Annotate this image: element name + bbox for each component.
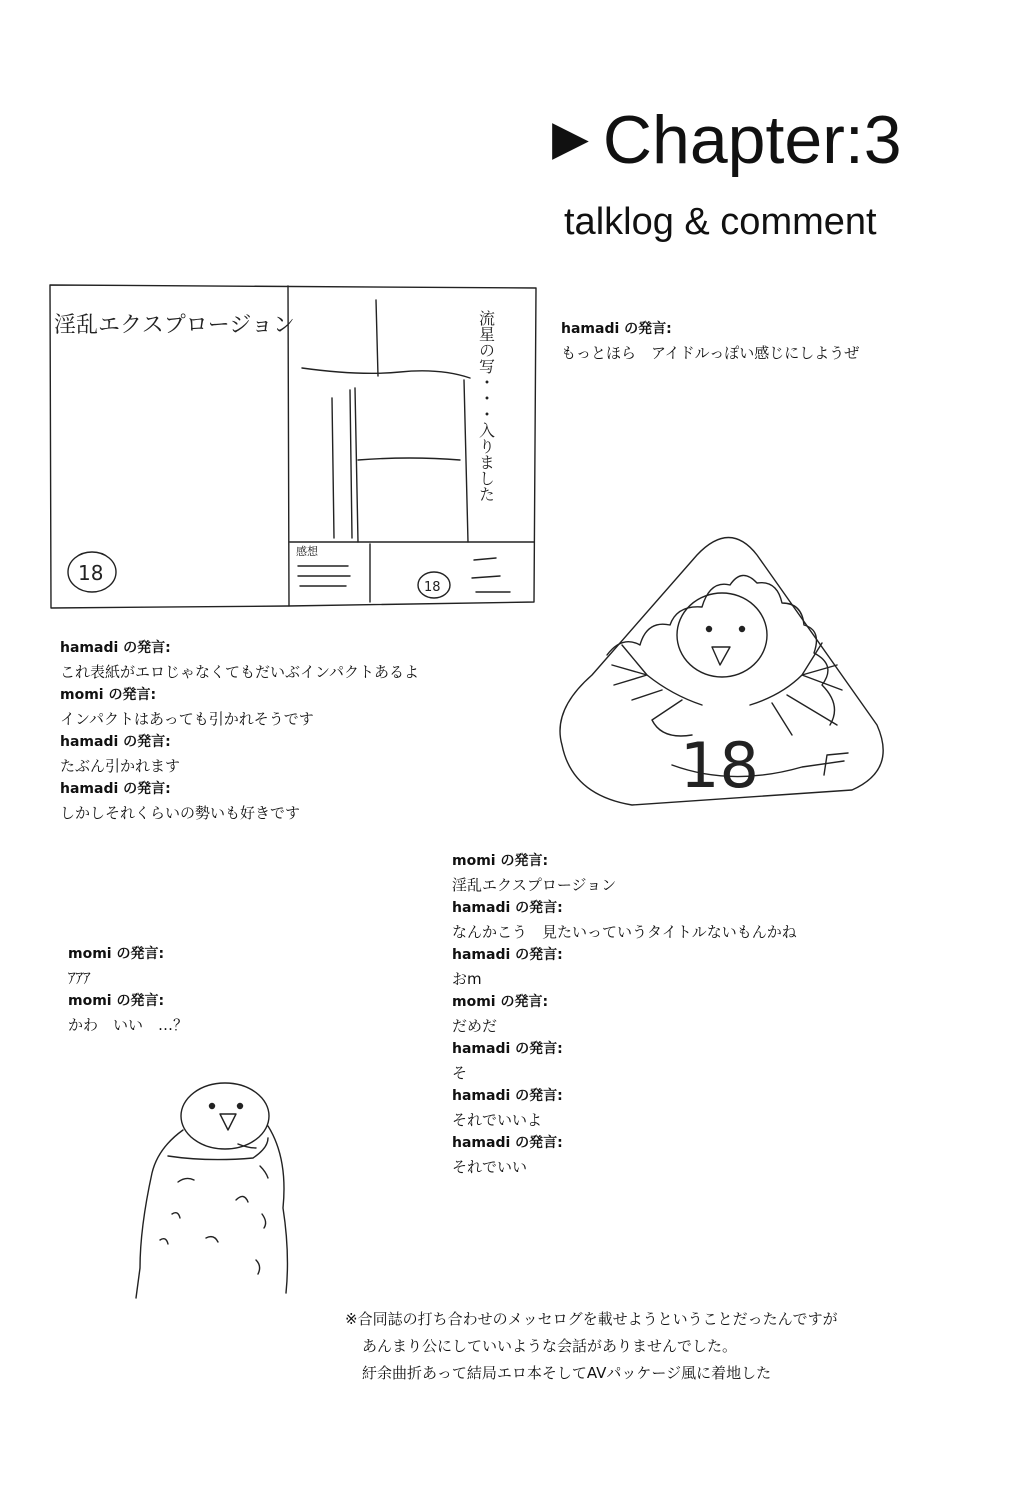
speaker-label: hamadi の発言: (452, 1041, 563, 1057)
bird-blob-sketch (128, 1078, 298, 1303)
bird-head (181, 1083, 269, 1149)
chat-message: かわ いい …？ (68, 1015, 189, 1034)
speaker-label: momi の発言: (68, 946, 165, 962)
speaker-label: momi の発言: (60, 687, 157, 703)
chat-message: そ (452, 1063, 468, 1082)
triangle-emblem-sketch (552, 525, 897, 825)
chat-message: だめだ (452, 1016, 498, 1035)
speaker-label: hamadi の発言: (452, 1088, 563, 1104)
chat-message: それでいい (452, 1157, 528, 1176)
rating-badge-back-text: 18 (424, 580, 441, 595)
chat-message: これ表紙がエロじゃなくてもだいぶインパクトあるよ (60, 662, 419, 681)
speaker-label: momi の発言: (68, 993, 165, 1009)
back-text: 流星の写・・・入りました (476, 310, 496, 502)
chat-message: ｱｱｱ (68, 968, 91, 987)
chat-log-4 (68, 943, 188, 1037)
rating-badge-front-text: 18 (78, 561, 104, 585)
chat-message: インパクトはあっても引かれそうです (60, 709, 314, 728)
triangle-marker-icon: ▶ (552, 112, 589, 166)
chat-message: なんかこう 見たいっていうタイトルないもんかね (452, 922, 797, 941)
chat-log-3 (452, 850, 797, 1179)
chat-message: おm (452, 969, 482, 988)
chapter-title (552, 100, 902, 185)
speaker-label: momi の発言: (452, 994, 549, 1010)
speaker-label: hamadi の発言: (60, 734, 171, 750)
chat-log-2 (60, 637, 419, 825)
chat-message: しかしそれくらいの勢いも好きです (60, 803, 301, 822)
chapter-title-text: Chapter:3 (602, 102, 902, 178)
bird-head (677, 593, 767, 677)
chat-log-1 (561, 318, 859, 365)
chat-message: それでいいよ (452, 1110, 543, 1129)
chapter-subtitle: talklog & comment (564, 201, 877, 243)
emblem-rating-text: 18 (680, 729, 759, 802)
chat-message: 淫乱エクスプロージョン (452, 875, 617, 894)
footnote (345, 1306, 838, 1387)
speaker-label: hamadi の発言: (452, 900, 563, 916)
speaker-label: hamadi の発言: (60, 781, 171, 797)
speaker-label: hamadi の発言: (452, 1135, 563, 1151)
cover-title-text: 淫乱エクスプロージョン (54, 313, 295, 338)
chat-message: たぶん引かれます (60, 756, 181, 775)
left-hand (612, 645, 702, 736)
footnote-line: ※合同誌の打ち合わせのメッセログを載せようということだったんですが (345, 1310, 838, 1328)
speaker-label: momi の発言: (452, 853, 549, 869)
speaker-label: hamadi の発言: (561, 321, 672, 337)
chat-message: もっとほら アイドルっぽい感じにしようぜ (561, 343, 860, 362)
svg-text:感想: 感想 (296, 545, 318, 558)
footnote-line: 紆余曲折あって結局エロ本そしてAVパッケージ風に着地した (362, 1364, 772, 1382)
speaker-label: hamadi の発言: (452, 947, 563, 963)
speaker-label: hamadi の発言: (60, 640, 171, 656)
footnote-line: あんまり公にしていいような会話がありませんでした。 (362, 1337, 738, 1355)
cover-layout-sketch (40, 280, 540, 615)
